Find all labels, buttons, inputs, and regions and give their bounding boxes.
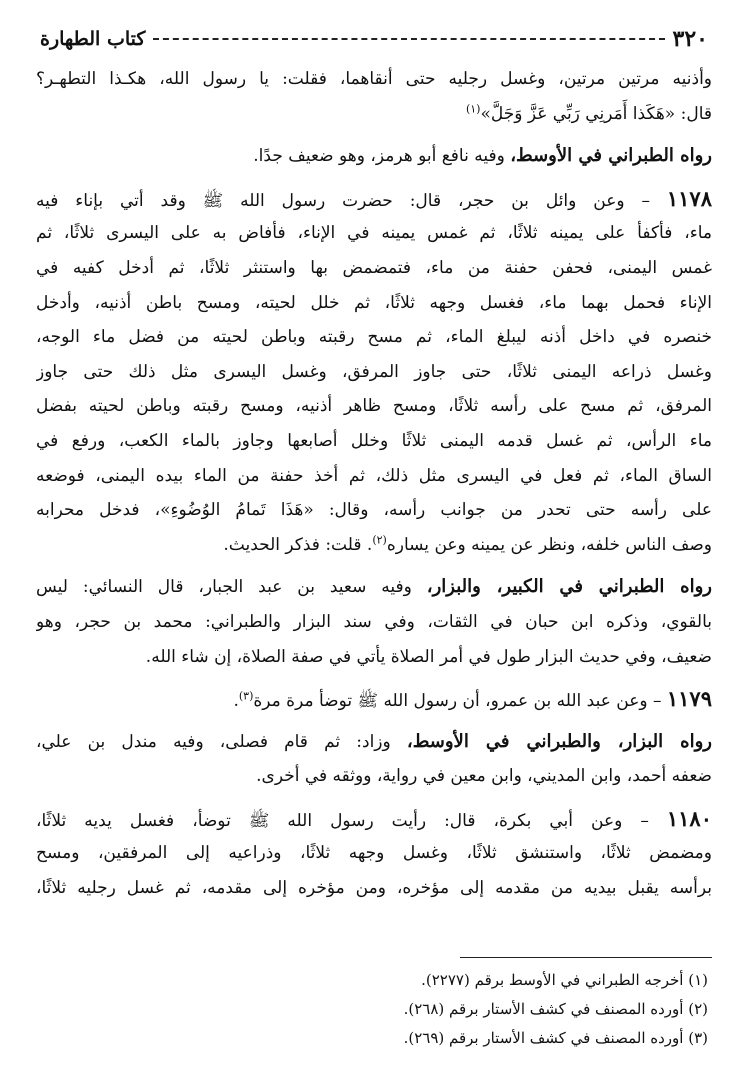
source-citation: رواه الطبراني في الأوسط، (510, 145, 712, 167)
footnote-separator (460, 957, 712, 958)
text-line (36, 62, 712, 97)
line-text: وغسل ذراعه اليمنى ثلاثًا، حتى جاوز المرفق، وغسل اليسرى مثل ذلك حتى جاوز (36, 361, 712, 382)
line-text: ضعفه أحمد، وابن المديني، وابن معين في رواية، ووثقه في أخرى. (256, 766, 712, 787)
text-line (36, 139, 712, 174)
paragraph-gap (36, 174, 712, 182)
text-line (36, 355, 712, 390)
line-text: وصف الناس خلفه، ونظر عن يمينه وعن يساره (386, 534, 712, 555)
line-text: ومضمض ثلاثًا، واستنشق ثلاثًا، وغسل وجهه ثلاثًا، وذراعيه إلى المرفقين، ومسح (36, 843, 712, 864)
page-number: ٣٢٠ (672, 26, 708, 52)
footnote: (٣) أورده المصنف في كشف الأستار برقم (٢٦٩). (403, 1029, 708, 1047)
paragraph-gap (36, 794, 712, 802)
line-text: – وعن عبد الله بن عمرو، أن رسول الله ﷺ توضأ مرة مرة (253, 691, 667, 712)
source-citation: رواه الطبراني في الكبير، والبزار، (426, 576, 712, 598)
line-text: الإناء فحمل بهما ماء، فغسل وجهه ثلاثًا، ثم خلل لحيته، ومسح باطن أذنيه، وأدخل (36, 292, 712, 313)
text-line (36, 802, 712, 837)
text-line (36, 640, 712, 675)
line-text: ماء، فأكفأ على يمينه ثلاثًا، ثم غمس يمينه في الإناء، فأفاض به على اليسرى ثلاثًا، ثم (36, 223, 712, 244)
line-text: غمس اليمنى، فحفن حفنة من ماء، فتمضمض بها واستنثر ثلاثًا، ثم أدخل كفيه في (36, 257, 712, 278)
line-text: الساق الماء، ثم فعل في اليسرى مثل ذلك، ثم أخذ حفنة من الماء بيده اليمنى، فوضعه (36, 465, 712, 486)
line-text: وزاد: ثم قام فصلى، وفيه مندل بن علي، (36, 731, 407, 752)
paragraph-gap (36, 562, 712, 570)
line-text: خنصره في داخل أذنه ليبلغ الماء، ثم مسح رقبته وباطن لحيته من فضل ماء الوجه، (36, 327, 712, 348)
text-line (36, 493, 712, 528)
running-title: كتاب الطهارة (40, 28, 146, 50)
line-text: قال: «هَكَذا أَمَرنِي رَبِّي عَزَّ وَجَلَّ» (480, 103, 712, 124)
header-dashed-rule (153, 38, 664, 40)
main-text (36, 62, 712, 906)
text-line (36, 871, 712, 906)
line-text: برأسه يقبل بيديه من مقدمه إلى مؤخره، ومن مؤخره إلى مقدمه، ثم غسل رجليه ثلاثًا، (36, 878, 712, 899)
text-line (36, 682, 712, 717)
line-text: ماء الرأس، ثم غسل قدمه اليمنى ثلاثًا وخلل أصابعها وجاوز بالماء الكعب، ورفع في (36, 430, 712, 451)
page-header (40, 24, 708, 54)
line-text: على رأسه حتى تحدر من جوانب رأسه، وقال: «هَذَا تَمامُ الوُضُوءِ»، فدخل محرابه (36, 500, 712, 521)
text-line (36, 424, 712, 459)
line-text: – وعن وائل بن حجر، قال: حضرت رسول الله ﷺ وقد أتي بإناء فيه (36, 190, 667, 211)
text-line (36, 97, 712, 132)
source-citation: رواه البزار، والطبراني في الأوسط، (406, 730, 712, 752)
line-text-tail: . (233, 691, 239, 712)
footnotes (40, 966, 708, 1053)
footnote-marker: (١) (465, 101, 481, 115)
line-text: وفيه سعيد بن عبد الجبار، قال النسائي: ليس (36, 577, 427, 598)
line-text-tail: . قلت: فذكر الحديث. (223, 534, 373, 555)
hadith-number: ١١٧٩ (666, 686, 712, 712)
text-line (36, 759, 712, 794)
text-line (36, 251, 712, 286)
hadith-number: ١١٨٠ (666, 805, 712, 831)
text-line (36, 216, 712, 251)
line-text: ضعيف، وفي حديث البزار طول في أمر الصلاة يأتي في صفة الصلاة، إن شاء الله. (145, 646, 712, 667)
line-text: وفيه نافع أبو هرمز، وهو ضعيف جدًا. (253, 146, 511, 167)
text-line (36, 286, 712, 321)
line-text: المرفق، ثم مسح على رأسه ثلاثًا، ومسح ظاهر أذنيه، ومسح رقبته وباطن لحيته بفضل (36, 396, 712, 417)
paragraph-gap (36, 674, 712, 682)
text-line (36, 836, 712, 871)
hadith-number: ١١٧٨ (666, 185, 712, 211)
text-line (36, 725, 712, 760)
line-text: بالقوي، وذكره ابن حبان في الثقات، وفي سند البزار والطبراني: محمد بن حجر، وهو (36, 611, 712, 632)
text-line (36, 389, 712, 424)
paragraph-gap (36, 131, 712, 139)
text-line (36, 182, 712, 217)
text-line (36, 528, 712, 563)
footnote: (١) أخرجه الطبراني في الأوسط برقم (٢٢٧٧). (421, 971, 708, 989)
footnote-marker: (٢) (372, 533, 387, 547)
footnote-marker: (٣) (238, 689, 254, 703)
line-text: وأذنيه مرتين مرتين، وغسل رجليه حتى أنقاهما، فقلت: يا رسول الله، هكـذا التطهـر؟ (36, 69, 712, 89)
text-line (36, 320, 712, 355)
footnote: (٢) أورده المصنف في كشف الأستار برقم (٢٦٨). (403, 1000, 708, 1018)
paragraph-gap (36, 717, 712, 725)
line-text: – وعن أبي بكرة، قال: رأيت رسول الله ﷺ توضأ، فغسل يديه ثلاثًا، (36, 810, 667, 831)
text-line (36, 459, 712, 494)
text-line (36, 570, 712, 605)
text-line (36, 605, 712, 640)
